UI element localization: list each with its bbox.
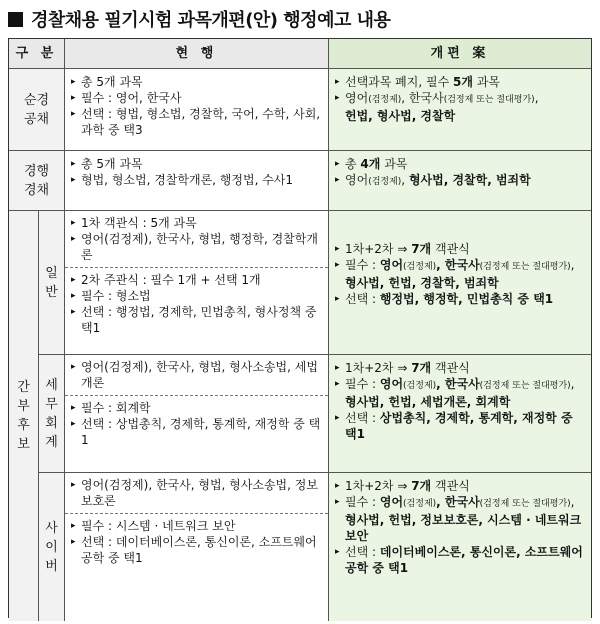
subject-reform-table bbox=[8, 38, 592, 618]
header-category: 구 분 bbox=[9, 39, 65, 69]
cyber-current-first bbox=[65, 473, 328, 513]
general-revised bbox=[329, 211, 591, 355]
cyber-current-second bbox=[65, 513, 328, 570]
row-label-char: 반 bbox=[45, 284, 58, 300]
row-label-line: 경행 bbox=[23, 163, 50, 179]
list-item: ▸ 선택 : 행정법, 행정학, 민법총칙 중 택1 bbox=[335, 292, 554, 306]
list-item: ▸ 필수 : 회계학 bbox=[71, 401, 151, 415]
row-label-tax bbox=[39, 355, 65, 473]
gyeonghaeng-current bbox=[65, 151, 329, 211]
cyber-current bbox=[65, 473, 329, 621]
list-item: ▸ 영어(검정제), 한국사, 형법, 행정학, 경찰학개론 bbox=[71, 232, 318, 262]
row-label-general bbox=[39, 211, 65, 355]
gyeonghaeng-revised bbox=[329, 151, 591, 211]
row-label-char: 버 bbox=[45, 558, 58, 574]
tax-current-second bbox=[65, 395, 328, 452]
row-label-char: 사 bbox=[45, 520, 58, 536]
list-item: ▸ 2차 주관식 : 필수 1개 + 선택 1개 bbox=[71, 273, 261, 287]
list-item: ▸ 영어(검정제), 한국사, 형법, 형사소송법, 세법개론 bbox=[71, 360, 318, 390]
row-label-cyber bbox=[39, 473, 65, 621]
list-item: ▸ 1차+2차 ⇒ 7개 객관식 bbox=[335, 242, 470, 256]
list-item: ▸ 형법, 형소법, 경찰학개론, 행정법, 수사1 bbox=[71, 173, 294, 187]
list-item: ▸ 1차 객관식 : 5개 과목 bbox=[71, 216, 197, 230]
row-label-char: 계 bbox=[45, 434, 58, 450]
row-label-char: 무 bbox=[45, 396, 58, 412]
list-item: ▸ 필수 : 영어(검정제), 한국사(검정제 또는 절대평가), 형사법, 헌법, 경찰학, 범죄학 bbox=[335, 258, 575, 290]
tax-current-first bbox=[65, 355, 328, 395]
list-item: ▸ 총 5개 과목 bbox=[71, 75, 143, 89]
list-item: ▸ 선택 : 행정법, 경제학, 민법총칙, 형사정책 중 택1 bbox=[71, 305, 317, 335]
list-item: ▸ 선택과목 폐지, 필수 5개 과목 bbox=[335, 75, 500, 89]
row-label-char: 보 bbox=[17, 437, 30, 452]
list-item: ▸ 1차+2차 ⇒ 7개 객관식 bbox=[335, 361, 470, 375]
row-label-line: 경채 bbox=[23, 182, 50, 198]
list-item: ▸ 총 5개 과목 bbox=[71, 157, 143, 171]
row-label-char: 일 bbox=[45, 265, 58, 281]
header-current: 현 행 bbox=[65, 39, 329, 69]
list-item: ▸ 선택 : 상법총칙, 경제학, 통계학, 재정학 중 택1 bbox=[335, 411, 573, 441]
row-label-char: 이 bbox=[45, 539, 58, 555]
row-label-line: 순경 bbox=[23, 92, 50, 108]
list-item: ▸ 선택 : 데이터베이스론, 통신이론, 소프트웨어공학 중 택1 bbox=[71, 535, 317, 565]
row-label-char: 회 bbox=[45, 415, 58, 431]
list-item: ▸ 영어(검정제), 형사법, 경찰학, 범죄학 bbox=[335, 173, 531, 187]
row-label-char: 간 bbox=[17, 380, 30, 395]
row-label-char: 후 bbox=[17, 418, 30, 433]
row-label-gyeonghaeng bbox=[9, 151, 65, 211]
row-label-sungyeong bbox=[9, 69, 65, 151]
row-label-char: 세 bbox=[45, 377, 58, 393]
title-text: 경찰채용 필기시험 과목개편(안) 행정예고 내용 bbox=[31, 10, 391, 31]
list-item: ▸ 선택 : 데이터베이스론, 통신이론, 소프트웨어공학 중 택1 bbox=[335, 545, 583, 575]
list-item: ▸ 필수 : 형소법 bbox=[71, 289, 151, 303]
document-title bbox=[8, 6, 390, 32]
list-item: ▸ 필수 : 영어(검정제), 한국사(검정제 또는 절대평가), 형사법, 헌법, 정보보호론, 시스템 · 네트워크 보안 bbox=[335, 495, 582, 543]
tax-revised bbox=[329, 355, 591, 473]
header-revised: 개편 案 bbox=[329, 39, 591, 69]
general-current bbox=[65, 211, 329, 355]
list-item: ▸ 1차+2차 ⇒ 7개 객관식 bbox=[335, 479, 470, 493]
list-item: ▸ 선택 : 상법총칙, 경제학, 통계학, 재정학 중 택1 bbox=[71, 417, 321, 447]
sungyeong-current bbox=[65, 69, 329, 151]
row-label-ganbu bbox=[9, 211, 39, 621]
tax-current bbox=[65, 355, 329, 473]
sungyeong-revised bbox=[329, 69, 591, 151]
list-item: ▸ 필수 : 시스템 · 네트워크 보안 bbox=[71, 519, 236, 533]
list-item: ▸ 필수 : 영어(검정제), 한국사(검정제 또는 절대평가), 형사법, 헌법, 세법개론, 회계학 bbox=[335, 377, 575, 409]
title-square-icon bbox=[8, 12, 23, 27]
list-item: ▸ 필수 : 영어, 한국사 bbox=[71, 91, 182, 105]
general-current-first bbox=[65, 211, 328, 267]
general-current-second bbox=[65, 267, 328, 340]
list-item: ▸ 영어(검정제), 한국사(검정제 또는 절대평가), 헌법, 형사법, 경찰학 bbox=[335, 91, 539, 123]
cyber-revised bbox=[329, 473, 591, 621]
row-label-line: 공채 bbox=[23, 111, 50, 127]
row-label-char: 부 bbox=[17, 399, 30, 414]
list-item: ▸ 총 4개 과목 bbox=[335, 157, 408, 171]
list-item: ▸ 선택 : 형법, 형소법, 경찰학, 국어, 수학, 사회, 과학 중 택3 bbox=[71, 107, 321, 137]
list-item: ▸ 영어(검정제), 한국사, 형법, 형사소송법, 정보보호론 bbox=[71, 478, 318, 508]
